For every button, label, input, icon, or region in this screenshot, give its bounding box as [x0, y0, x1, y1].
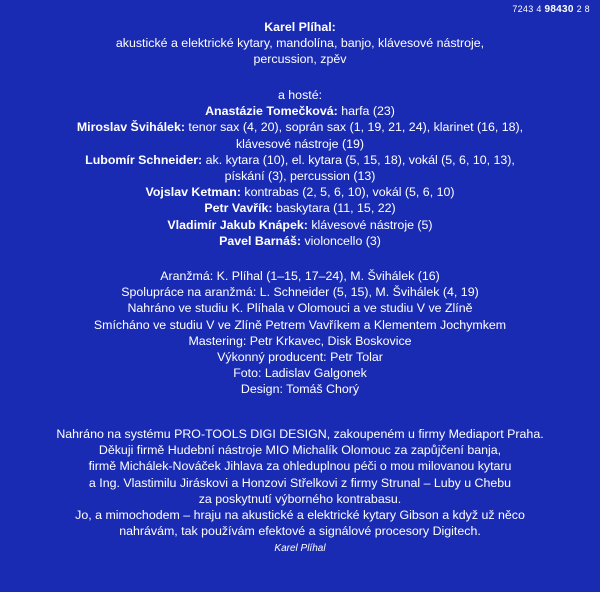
note-line: firmě Michálek-Nováček Jihlava za ohleduplnou péči o mou milovanou kytaru: [88, 459, 512, 474]
credit-line: Aranžmá: K. Plíhal (1–15, 17–24), M. Švihálek (16): [160, 269, 440, 283]
guest-text: kontrabas (2, 5, 6, 10), vokál (5, 6, 10): [240, 185, 455, 200]
guest-text: violoncello (3): [301, 233, 381, 248]
note-line: Nahráno na systému PRO-TOOLS DIGI DESIGN, zakoupeném u firmy Mediaport Praha.: [56, 427, 544, 441]
guest-text: klávesové nástroje (5): [307, 217, 433, 232]
guest-line: [0, 168, 600, 184]
guest-name: Pavel Barnáš:: [219, 233, 302, 248]
guest-name: Vojslav Ketman:: [145, 185, 241, 200]
artist-instruments-line: akustické a elektrické kytary, mandolína, banjo, klávesové nástroje,: [115, 36, 485, 51]
guest-line: [0, 217, 600, 233]
guest-text: pískání (3), percussion (13): [224, 168, 376, 183]
guest-line: [0, 136, 600, 152]
guest-text: baskytara (11, 15, 22): [272, 201, 396, 216]
note-line: nahrávám, tak používám efektové a signálové procesory Digitech.: [119, 524, 481, 539]
credit-line: Foto: Ladislav Galgonek: [233, 366, 367, 381]
note-line: za poskytnutí výborného kontrabasu.: [198, 491, 402, 506]
catalog-number-prefix: 7243 4: [512, 4, 542, 14]
guests-block: [0, 87, 600, 249]
guest-line: [0, 119, 600, 135]
guest-name: Vladimír Jakub Knápek:: [167, 217, 308, 232]
guest-name: Miroslav Švihálek:: [76, 120, 185, 135]
guest-line: [0, 152, 600, 168]
credit-line: Spolupráce na aranžmá: L. Schneider (5, 15), M. Švihálek (4, 19): [121, 285, 479, 300]
signature: Karel Plíhal: [274, 543, 326, 555]
credit-line: Nahráno ve studiu K. Plíhala v Olomouci a ve studiu V ve Zlíně: [127, 301, 473, 316]
guest-text: harfa (23): [337, 104, 395, 119]
credit-line: Mastering: Petr Krkavec, Disk Boskovice: [188, 333, 412, 348]
guest-text: ak. kytara (10), el. kytara (5, 15, 18), vokál (5, 6, 10, 13),: [202, 152, 515, 167]
guest-name: Anastázie Tomečková:: [205, 104, 338, 119]
catalog-number: [512, 4, 590, 15]
catalog-number-bold: 98430: [544, 4, 574, 15]
note-line: Děkuji firmě Hudební nástroje MIO Michalík Olomouc za zapůjčení banja,: [98, 443, 502, 458]
guest-text: tenor sax (4, 20), soprán sax (1, 19, 21, 24), klarinet (16, 18),: [184, 120, 524, 135]
note-line: Jo, a mimochodem – hraju na akustické a elektrické kytary Gibson a když už něco: [75, 507, 525, 522]
artist-name: Karel Plíhal:: [264, 20, 336, 34]
guest-line: [0, 103, 600, 119]
credit-line: Výkonný producent: Petr Tolar: [217, 349, 383, 364]
catalog-number-suffix: 2 8: [576, 4, 590, 14]
header-block: [0, 19, 600, 68]
credit-line: Design: Tomáš Chorý: [240, 382, 360, 397]
credit-line: Smícháno ve studiu V ve Zlíně Petrem Vavříkem a Klementem Jochymkem: [93, 317, 507, 332]
guest-line: [0, 184, 600, 200]
guest-line: [0, 233, 600, 249]
guests-heading: a hosté:: [277, 88, 323, 102]
artist-instruments-line: percussion, zpěv: [253, 52, 347, 67]
credits-block: [0, 268, 600, 398]
guest-line: [0, 200, 600, 216]
guest-name: Lubomír Schneider:: [85, 152, 203, 167]
notes-block: [0, 426, 600, 558]
guest-text: klávesové nástroje (19): [235, 136, 365, 151]
guest-name: Petr Vavřík:: [204, 201, 273, 216]
note-line: a Ing. Vlastimilu Jiráskovi a Honzovi Střelkovi z firmy Strunal – Luby u Chebu: [88, 475, 512, 490]
